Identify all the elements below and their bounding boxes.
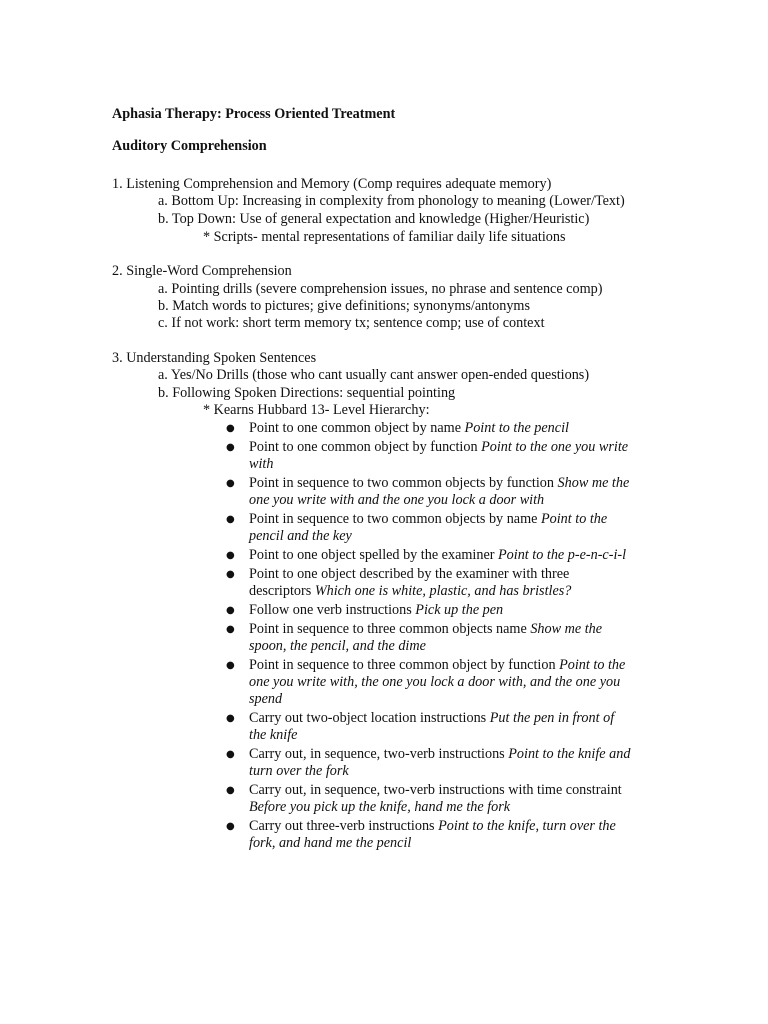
item-3-note: * Kearns Hubbard 13- Level Hierarchy: xyxy=(203,402,430,418)
list-item-line: pencil and the key xyxy=(249,528,352,544)
list-item-line: Point in sequence to three common object by function Point to the xyxy=(249,657,626,673)
bullet-icon xyxy=(226,746,235,763)
list-item-line: Carry out three-verb instructions Point to the knife, turn over the xyxy=(249,818,616,834)
list-item-line: descriptors Which one is white, plastic, and has bristles? xyxy=(249,583,572,599)
bullet-icon xyxy=(226,475,235,492)
section-heading: Auditory Comprehension xyxy=(112,138,267,154)
list-item-line: Point to one common object by name Point to the pencil xyxy=(249,420,569,436)
list-item-line: Point to one common object by function Point to the one you write xyxy=(249,439,629,455)
bullet-icon xyxy=(226,710,235,727)
bullet-icon xyxy=(226,511,235,528)
bullet-icon xyxy=(226,657,235,674)
bullet-icon xyxy=(226,621,235,638)
list-item-line: Before you pick up the knife, hand me the fork xyxy=(249,799,511,815)
bullet-icon xyxy=(226,439,235,456)
item-3a: a. Yes/No Drills (those who cant usually cant answer open-ended questions) xyxy=(158,367,590,383)
list-item-line: Point to one object spelled by the examiner Point to the p-e-n-c-i-l xyxy=(249,547,627,563)
bullet-icon xyxy=(226,566,235,583)
list-item-line: Point in sequence to two common objects by name Point to the xyxy=(249,511,608,527)
list-item-line: Point in sequence to three common objects name Show me the xyxy=(249,621,603,637)
item-1b: b. Top Down: Use of general expectation and knowledge (Higher/Heuristic) xyxy=(158,211,590,227)
bullet-icon xyxy=(226,782,235,799)
list-item-line: Point in sequence to two common objects by function Show me the xyxy=(249,475,630,491)
list-item-line: Point to one object described by the examiner with three xyxy=(249,566,570,582)
list-item-line: with xyxy=(249,456,274,472)
document-title: Aphasia Therapy: Process Oriented Treatment xyxy=(112,106,396,122)
list-item-line: Carry out two-object location instructions Put the pen in front of xyxy=(249,710,615,726)
item-3b: b. Following Spoken Directions: sequential pointing xyxy=(158,385,456,401)
list-item-line: fork, and hand me the pencil xyxy=(249,835,412,851)
list-item-line: Carry out, in sequence, two-verb instructions with time constraint xyxy=(249,782,622,798)
bullet-icon xyxy=(226,602,235,619)
list-item-line: one you write with, the one you lock a door with, and the one you xyxy=(249,674,621,690)
item-2c: c. If not work: short term memory tx; sentence comp; use of context xyxy=(158,315,545,331)
item-3-heading: 3. Understanding Spoken Sentences xyxy=(112,350,317,366)
list-item-line: spend xyxy=(249,691,283,707)
bullet-icon xyxy=(226,547,235,564)
item-2-heading: 2. Single-Word Comprehension xyxy=(112,263,292,279)
bullet-icon xyxy=(226,818,235,835)
list-item-line: Carry out, in sequence, two-verb instructions Point to the knife and xyxy=(249,746,631,762)
list-item-line: one you write with and the one you lock a door with xyxy=(249,492,545,508)
list-item-line: spoon, the pencil, and the dime xyxy=(249,638,426,654)
list-item-line: Follow one verb instructions Pick up the pen xyxy=(249,602,504,618)
list-item-line: the knife xyxy=(249,727,298,743)
item-2b: b. Match words to pictures; give definitions; synonyms/antonyms xyxy=(158,298,530,314)
bullet-icon xyxy=(226,420,235,437)
item-1-heading: 1. Listening Comprehension and Memory (Comp requires adequate memory) xyxy=(112,176,552,192)
item-1a: a. Bottom Up: Increasing in complexity from phonology to meaning (Lower/Text) xyxy=(158,193,625,209)
list-item-line: turn over the fork xyxy=(249,763,349,779)
item-1-note: * Scripts- mental representations of familiar daily life situations xyxy=(203,229,566,245)
item-2a: a. Pointing drills (severe comprehension issues, no phrase and sentence comp) xyxy=(158,281,603,297)
